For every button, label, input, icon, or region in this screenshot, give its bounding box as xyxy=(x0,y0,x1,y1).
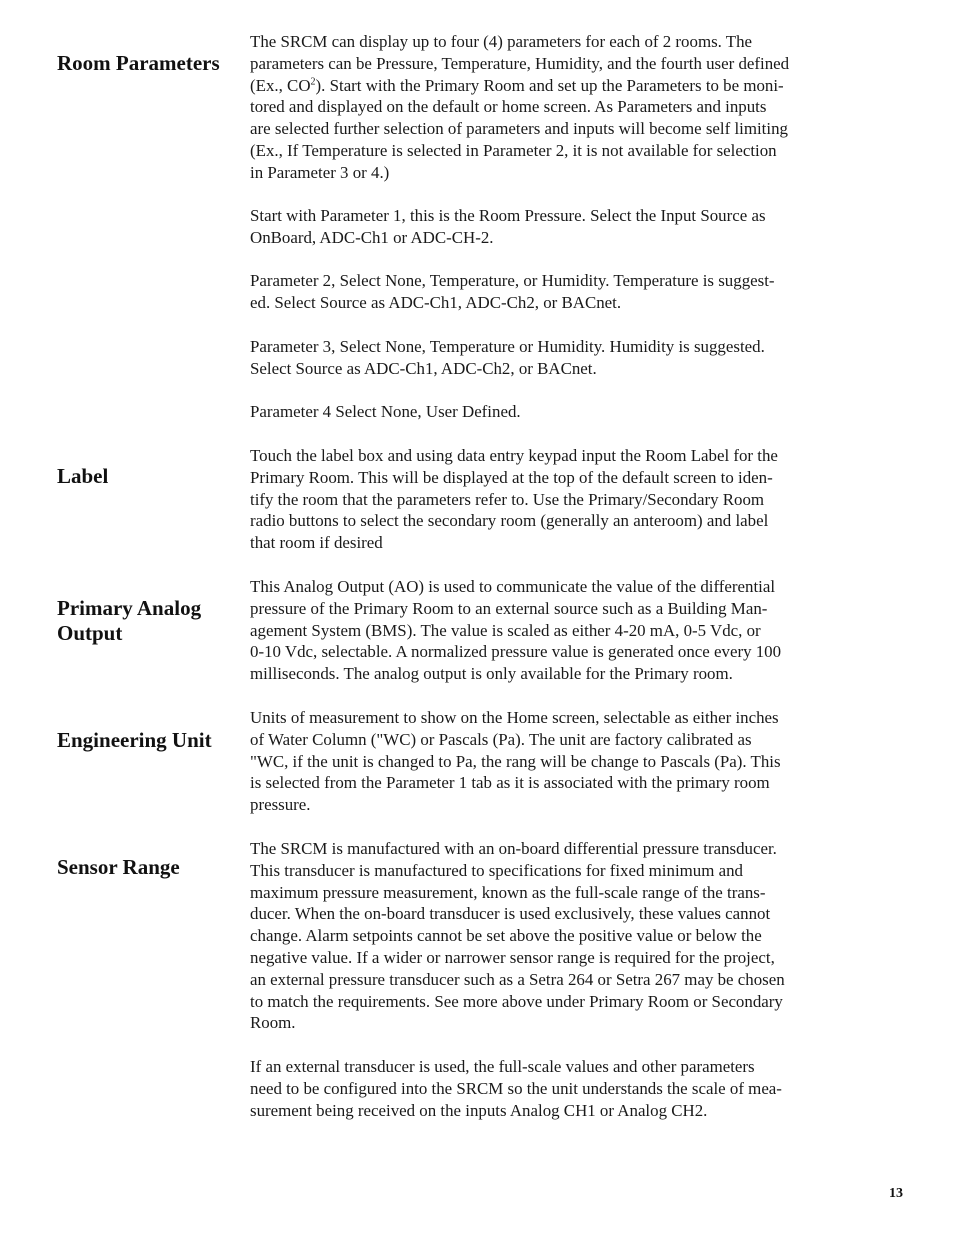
text-line: agement System (BMS). The value is scaled as either 4-20 mA, 0-5 Vdc, or xyxy=(250,620,761,640)
text-line: of Water Column ("WC) or Pascals (Pa). The unit are factory calibrated as xyxy=(250,729,752,749)
text-line: an external pressure transducer such as a Setra 264 or Setra 267 may be chosen xyxy=(250,969,785,989)
text-line: surement being received on the inputs Analog CH1 or Analog CH2. xyxy=(250,1100,708,1120)
text-line: change. Alarm setpoints cannot be set above the positive value or below the xyxy=(250,926,762,946)
text-line: "WC, if the unit is changed to Pa, the rang will be change to Pascals (Pa). This xyxy=(250,751,781,771)
text-line: The SRCM is manufactured with an on-board differential pressure transducer. xyxy=(250,839,777,858)
text-line: OnBoard, ADC-Ch1 or ADC-CH-2. xyxy=(250,227,494,247)
text-line: Primary Room. This will be displayed at the top of the default screen to iden- xyxy=(250,467,773,487)
text-line: negative value. If a wider or narrower sensor range is required for the project, xyxy=(250,947,775,967)
section-heading-sensor-range: Sensor Range xyxy=(57,855,180,879)
text-line: milliseconds. The analog output is only available for the Primary room. xyxy=(250,664,733,684)
primary-analog-output-paragraph xyxy=(250,576,850,685)
text-fragment: (Ex., CO xyxy=(250,75,311,95)
text-line: ed. Select Source as ADC-Ch1, ADC-Ch2, or BACnet. xyxy=(250,292,622,312)
room-parameters-paragraph-3 xyxy=(250,270,850,314)
section-heading-label: Label xyxy=(57,464,109,488)
text-line: The SRCM can display up to four (4) parameters for each of 2 rooms. The xyxy=(250,32,753,51)
text-line: pressure of the Primary Room to an external source such as a Building Man- xyxy=(250,598,768,618)
text-line: Room. xyxy=(250,1013,296,1033)
heading-line: Primary Analog xyxy=(57,596,202,620)
text-line: Units of measurement to show on the Home screen, selectable as either inches xyxy=(250,708,779,727)
text-line: This Analog Output (AO) is used to communicate the value of the differential xyxy=(250,577,776,596)
text-line: Touch the label box and using data entry keypad input the Room Label for the xyxy=(250,446,778,465)
text-line: tored and displayed on the default or home screen. As Parameters and inputs xyxy=(250,97,767,117)
text-line: to match the requirements. See more above under Primary Room or Secondary xyxy=(250,991,783,1011)
room-parameters-paragraph-4 xyxy=(250,336,850,380)
section-heading-engineering-unit: Engineering Unit xyxy=(57,728,212,752)
text-line: are selected further selection of parameters and inputs will become self limiting xyxy=(250,119,788,139)
section-heading-primary-analog-output xyxy=(57,596,201,646)
page-number: 13 xyxy=(889,1186,903,1201)
heading-line: Output xyxy=(57,621,123,645)
superscript: 2 xyxy=(310,75,316,87)
text-line: (Ex., If Temperature is selected in Parameter 2, it is not available for selection xyxy=(250,140,777,160)
text-line: parameters can be Pressure, Temperature, Humidity, and the fourth user defined xyxy=(250,53,790,73)
text-line: Select Source as ADC-Ch1, ADC-Ch2, or BACnet. xyxy=(250,358,597,378)
text-line: is selected from the Parameter 1 tab as it is associated with the primary room xyxy=(250,773,770,793)
text-line: that room if desired xyxy=(250,533,383,553)
label-paragraph xyxy=(250,445,850,554)
text-line: This transducer is manufactured to specifications for fixed minimum and xyxy=(250,860,743,880)
text-fragment: ). Start with the Primary Room and set up the Parameters to be moni- xyxy=(315,75,784,95)
text-line: need to be configured into the SRCM so the unit understands the scale of mea- xyxy=(250,1078,782,1098)
room-parameters-paragraph-2 xyxy=(250,205,850,249)
text-line: Parameter 4 Select None, User Defined. xyxy=(250,402,521,421)
section-heading-room-parameters: Room Parameters xyxy=(57,51,220,75)
text-line: radio buttons to select the secondary room (generally an anteroom) and label xyxy=(250,511,769,531)
room-parameters-paragraph-1 xyxy=(250,31,850,184)
text-line: maximum pressure measurement, known as the full-scale range of the trans- xyxy=(250,882,766,902)
text-line: Parameter 3, Select None, Temperature or Humidity. Humidity is suggested. xyxy=(250,337,765,356)
sensor-range-paragraph-1 xyxy=(250,838,850,1034)
text-line: Parameter 2, Select None, Temperature, or Humidity. Temperature is suggest- xyxy=(250,271,775,290)
text-line: 0-10 Vdc, selectable. A normalized pressure value is generated once every 100 xyxy=(250,642,782,662)
text-line xyxy=(250,75,850,97)
room-parameters-paragraph-5 xyxy=(250,401,850,423)
engineering-unit-paragraph xyxy=(250,707,850,816)
text-line: Start with Parameter 1, this is the Room Pressure. Select the Input Source as xyxy=(250,206,766,225)
text-line: If an external transducer is used, the full-scale values and other parameters xyxy=(250,1057,755,1076)
text-line: tify the room that the parameters refer to. Use the Primary/Secondary Room xyxy=(250,489,765,509)
text-line: in Parameter 3 or 4.) xyxy=(250,162,390,182)
text-line: ducer. When the on-board transducer is used exclusively, these values cannot xyxy=(250,904,771,924)
text-line: pressure. xyxy=(250,795,311,815)
sensor-range-paragraph-2 xyxy=(250,1056,850,1121)
